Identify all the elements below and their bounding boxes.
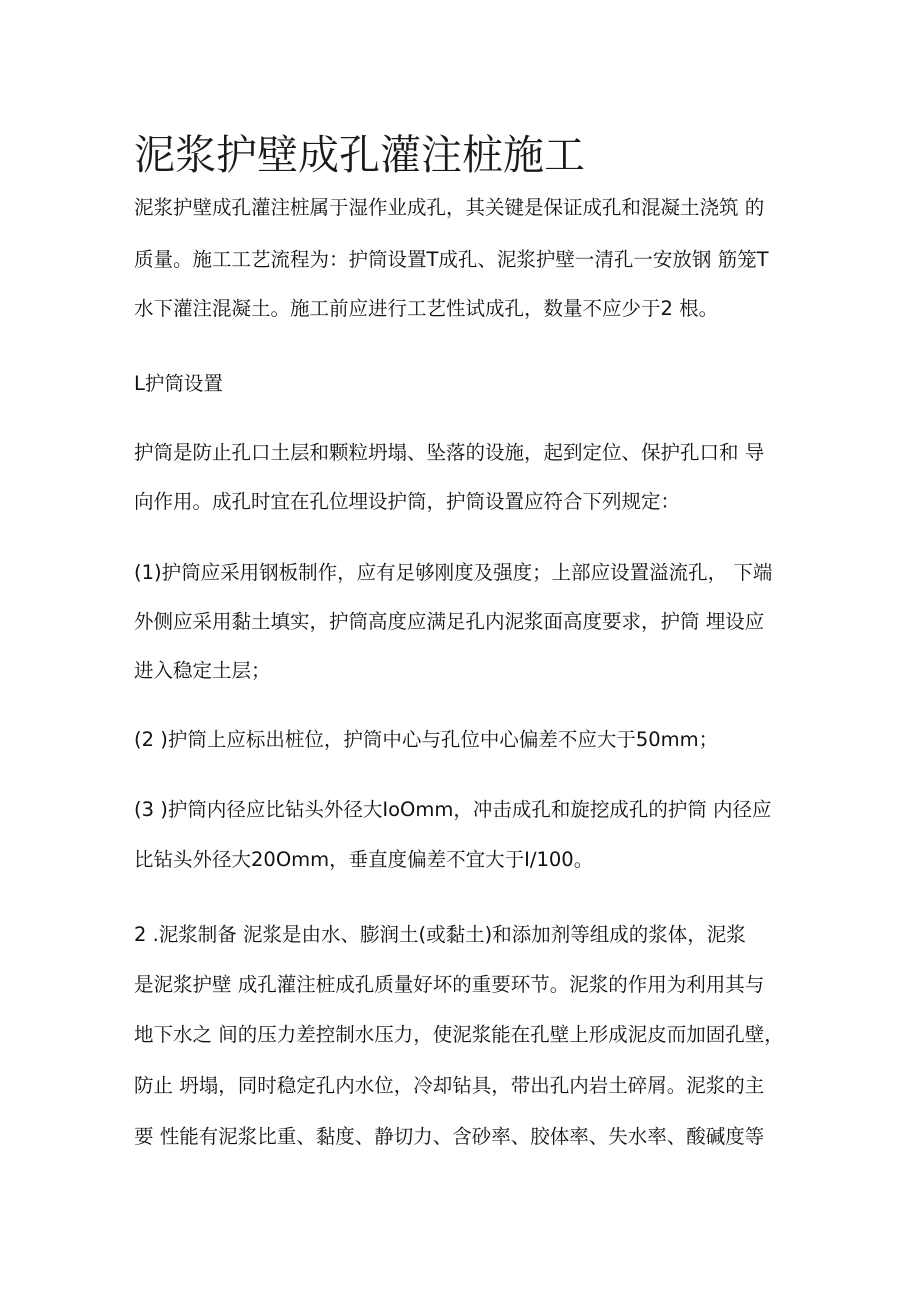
rule-1-line-3: 进入稳定土层； [134,659,271,682]
intro-line-2: 质量。施工工艺流程为：护筒设置T成孔、泥浆护壁一清孔一安放钢 筋笼T [134,248,769,271]
rule-3-line-2: 比钻头外径大20Omm，垂直度偏差不宜大于I∕100。 [134,848,594,871]
mud-para-line-1: 2 .泥浆制备 泥浆是由水、膨润土(或黏土)和添加剂等组成的浆体，泥浆 [134,923,746,946]
document-title: 泥浆护壁成孔灌注桩施工 [134,131,585,179]
intro-line-3: 水下灌注混凝土。施工前应进行工艺性试成孔，数量不应少于2 根。 [134,297,719,320]
mud-para-line-5: 要 性能有泥浆比重、黏度、静切力、含砂率、胶体率、失水率、酸碱度等 [134,1125,765,1148]
casing-para-line-1: 护筒是防止孔口土层和颗粒坍塌、坠落的设施，起到定位、保护孔口和 导 [134,441,765,464]
rule-1-line-2: 外侧应采用黏土填实，护筒高度应满足孔内泥浆面高度要求，护筒 埋设应 [134,610,765,633]
section-heading-casing: L护筒设置 [134,372,223,395]
mud-para-line-2: 是泥浆护壁 成孔灌注桩成孔质量好坏的重要环节。泥浆的作用为利用其与 [134,973,765,996]
casing-para-line-2: 向作用。成孔时宜在孔位埋设护筒，护筒设置应符合下列规定： [134,490,681,513]
intro-line-1: 泥浆护壁成孔灌注桩属于湿作业成孔，其关键是保证成孔和混凝土浇筑 的 [134,196,765,219]
rule-1-line-1: (1)护筒应采用钢板制作，应有足够刚度及强度；上部应设置溢流孔， 下端 [134,561,773,584]
rule-3-line-1: (3 )护筒内径应比钻头外径大IoOmm，冲击成孔和旋挖成孔的护筒 内径应 [134,798,772,821]
rule-2-line-1: (2 )护筒上应标出桩位，护筒中心与孔位中心偏差不应大于50mm； [134,728,719,751]
mud-para-line-4: 防止 坍塌，同时稳定孔内水位，冷却钻具，带出孔内岩土碎屑。泥浆的主 [134,1074,765,1097]
mud-para-line-3: 地下水之 间的压力差控制水压力，使泥浆能在孔壁上形成泥皮而加固孔壁， [134,1023,784,1046]
